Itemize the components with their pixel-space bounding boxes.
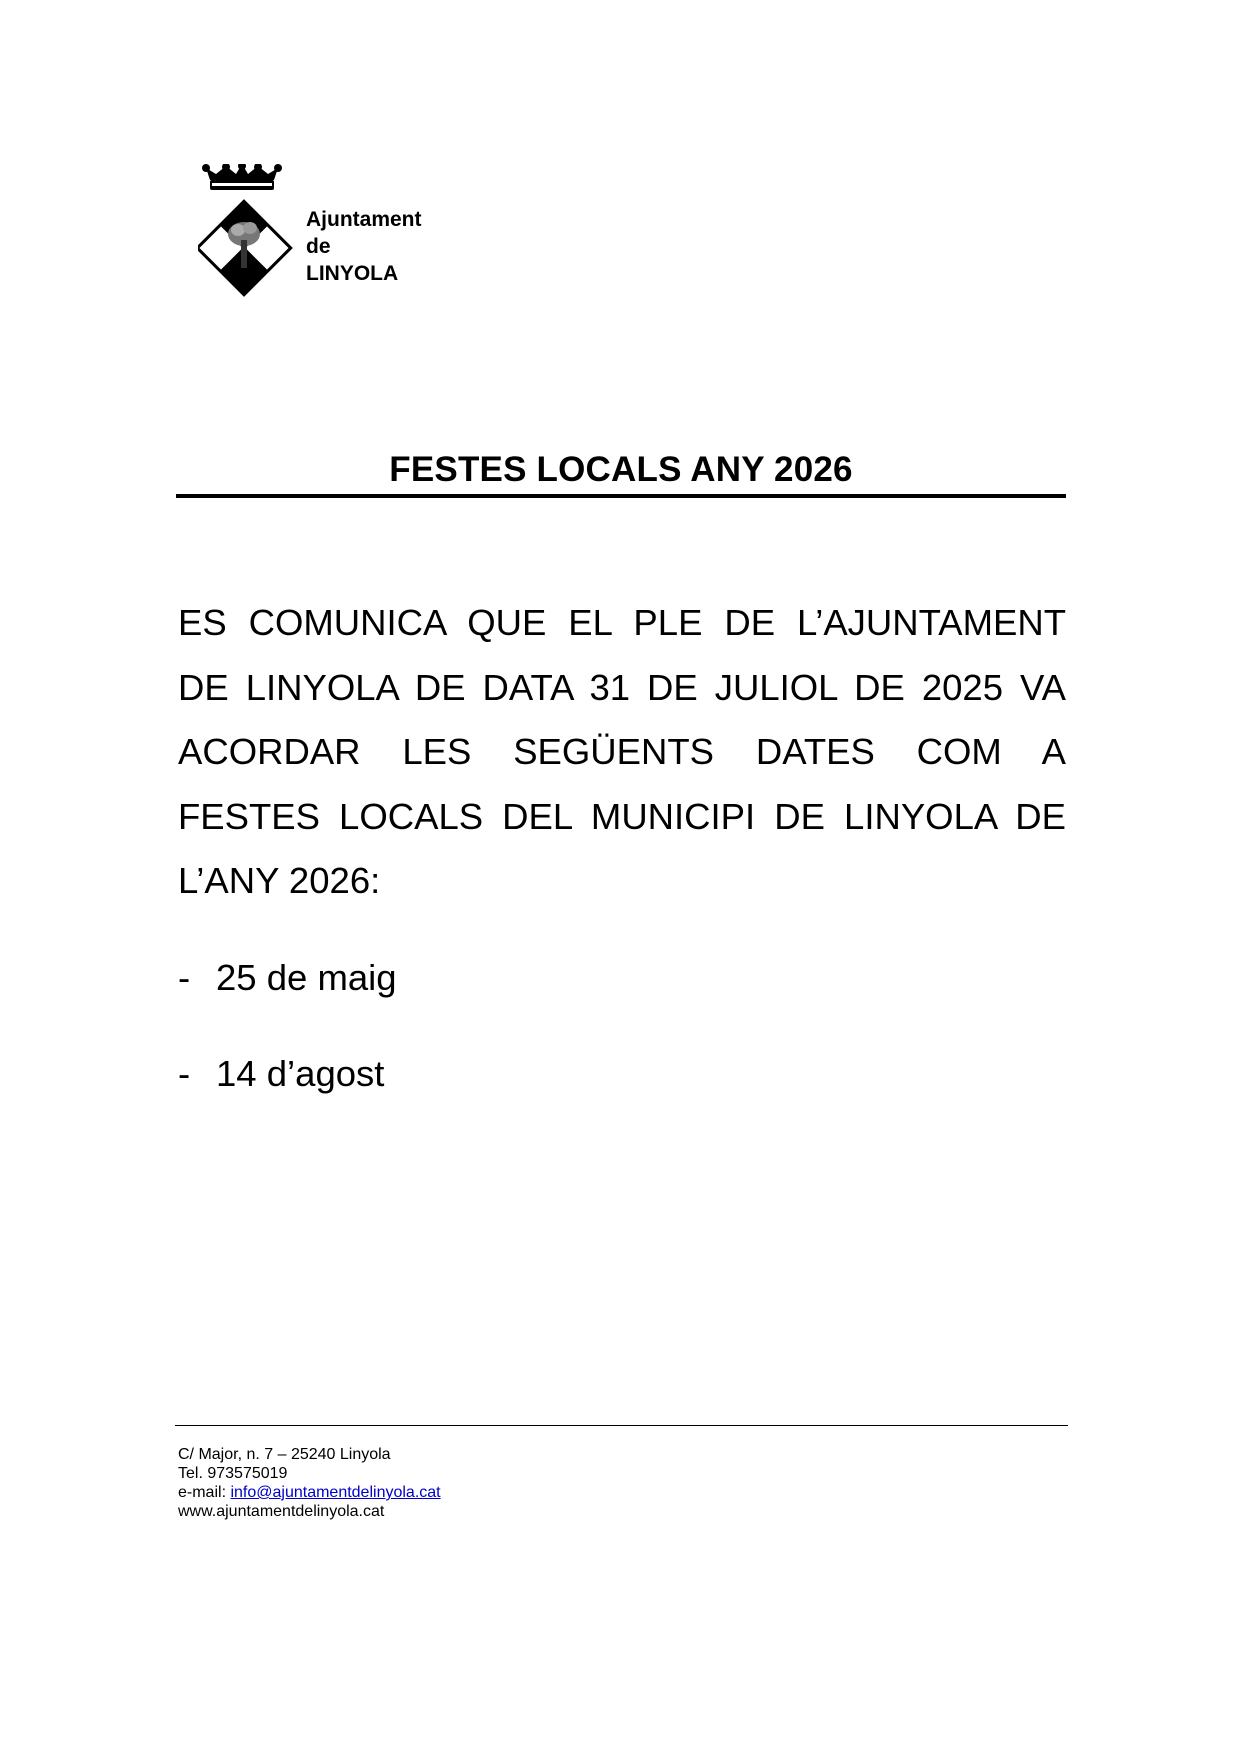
footer-phone: Tel. 973575019	[178, 1465, 288, 1482]
announcement-line: ES COMUNICA QUE EL PLE DE L’AJUNTAMENT	[178, 602, 1066, 643]
holiday-date: 14 d’agost	[216, 1053, 385, 1094]
announcement-line: DE LINYOLA DE DATA 31 DE JULIOL DE 2025 VA	[178, 666, 1066, 708]
announcement-line: L’ANY 2026:	[178, 860, 381, 901]
announcement-line: FESTES LOCALS DEL MUNICIPI DE LINYOLA DE	[178, 795, 1066, 837]
footer-address: C/ Major, n. 7 – 25240 Linyola	[178, 1446, 391, 1463]
footer-email-link[interactable]: info@ajuntamentdelinyola.cat	[230, 1484, 441, 1501]
title-underline	[176, 494, 1066, 498]
org-name-line-2: de	[306, 235, 331, 258]
list-item	[178, 956, 778, 1000]
announcement-line: ACORDAR LES SEGÜENTS DATES COM A	[178, 731, 1066, 772]
footer-website: www.ajuntamentdelinyola.cat	[178, 1503, 385, 1520]
footer-email-row	[178, 1483, 441, 1502]
org-name-line-1: Ajuntament	[306, 208, 422, 231]
municipal-logo	[198, 164, 438, 304]
list-bullet: -	[178, 957, 191, 998]
org-name	[306, 206, 422, 287]
org-name-line-3: LINYOLA	[306, 262, 399, 285]
announcement-text	[178, 591, 1066, 914]
footer-contact	[178, 1445, 441, 1521]
list-item	[178, 1052, 778, 1096]
holiday-date: 25 de maig	[216, 957, 397, 998]
list-bullet: -	[178, 1053, 191, 1094]
footer-email-label: e-mail:	[178, 1484, 231, 1501]
holiday-dates-list	[178, 956, 778, 1148]
footer-divider	[175, 1425, 1068, 1426]
coat-of-arms-icon	[198, 164, 298, 304]
document-title: FESTES LOCALS ANY 2026	[389, 450, 853, 489]
